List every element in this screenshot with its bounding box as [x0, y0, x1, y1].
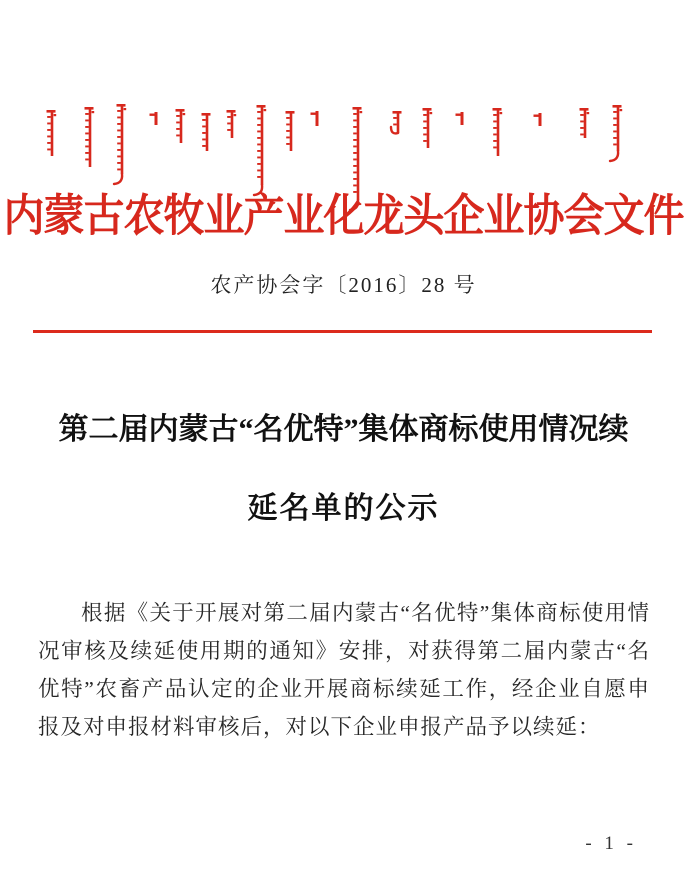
document-title-line1: 第二届内蒙古“名优特”集体商标使用情况续: [58, 413, 629, 446]
red-divider-rule: [33, 330, 652, 333]
document-title-line2: 延名单的公示: [247, 492, 440, 525]
page-number: - 1 -: [585, 833, 637, 854]
body-paragraph: 根据《关于开展对第二届内蒙古“名优特”集体商标使用情况审核及续延使用期的通知》安排，对获得第二届内蒙古“名优特”农畜产品认定的企业开展商标续延工作，经企业自愿申报及对申报材料审核后，对以下企业申报产品予以续延：: [38, 601, 650, 739]
document-number: 农产协会字〔2016〕28 号: [210, 273, 477, 297]
document-title: [0, 413, 687, 525]
letterhead-org-title: 内蒙古农牧业产业化龙头企业协会文件: [3, 190, 684, 241]
